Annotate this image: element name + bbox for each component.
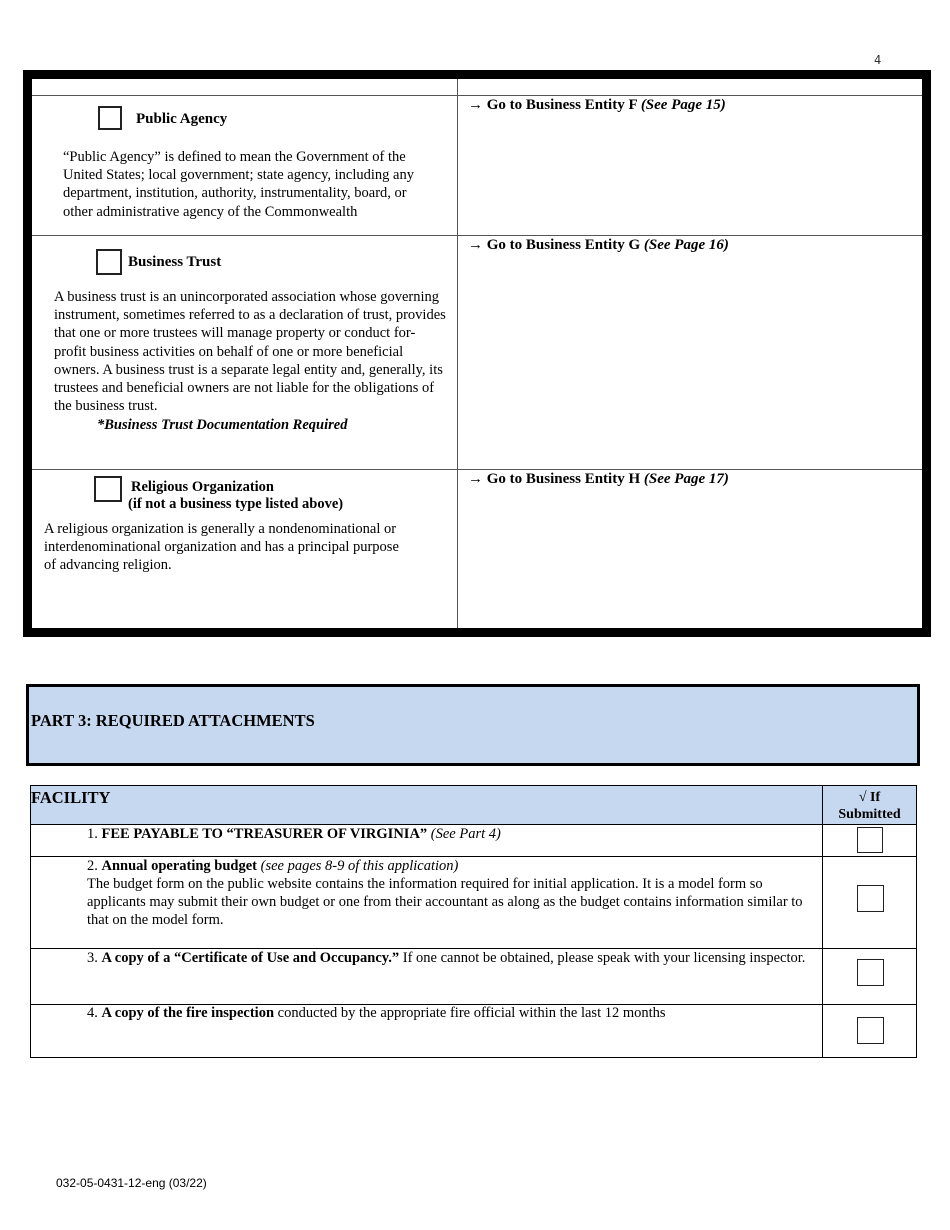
- submitted-header-line2: Submitted: [838, 807, 901, 822]
- goto-entity-g-text: → Go to Business Entity G: [468, 237, 641, 253]
- item-bold-text: A copy of the fire inspection: [101, 1005, 275, 1021]
- item-italic-text: (see pages 8-9 of this application): [260, 858, 459, 874]
- facility-header: FACILITY: [31, 788, 111, 807]
- submitted-header: [823, 789, 916, 823]
- religious-organization-checkbox[interactable]: [94, 476, 122, 502]
- column-divider: [822, 786, 823, 1057]
- part3-title: PART 3: REQUIRED ATTACHMENTS: [31, 711, 315, 730]
- business-trust-checkbox[interactable]: [96, 249, 122, 275]
- item-number: 2.: [87, 858, 98, 874]
- business-trust-description: A business trust is an unincorporated association whose governing instrument, sometimes referred to as a declaration of trust, provides that one or more trustees will manage property or conduct for-profit business activities on behalf of one or more beneficial owners. A business trust is a separate legal entity and, generally, its trustees and beneficial owners are not liable for the obligations of the business trust.: [54, 289, 446, 415]
- goto-entity-f-page: (See Page 15): [640, 97, 726, 113]
- attachment-3-checkbox[interactable]: [857, 959, 884, 986]
- row-divider: [32, 469, 922, 470]
- attachment-item-3: [87, 949, 815, 967]
- attachment-4-checkbox[interactable]: [857, 1017, 884, 1044]
- public-agency-title: Public Agency: [136, 111, 228, 127]
- religious-organization-subtitle: (if not a business type listed above): [128, 496, 344, 512]
- item-body-text: The budget form on the public website contains the information required for initial application. It is a model form so applicants may submit their own budget or one from their accountant as along as the budget contains information similar to that on the model form.: [87, 876, 803, 928]
- column-divider: [457, 79, 458, 628]
- submitted-header-line1: √ If: [858, 790, 881, 805]
- religious-organization-title: Religious Organization: [131, 479, 274, 495]
- public-agency-description: “Public Agency” is defined to mean the Government of the United States; local government; state agency, including any department, institution, authority, instrumentality, board, or other administrative agency of the Commonwealth: [63, 149, 414, 220]
- item-bold-text: A copy of a “Certificate of Use and Occupancy.”: [101, 950, 400, 966]
- item-body-text: conducted by the appropriate fire official within the last 12 months: [277, 1005, 666, 1021]
- attachment-1-checkbox[interactable]: [857, 827, 883, 853]
- item-number: 4.: [87, 1005, 98, 1021]
- goto-entity-h[interactable]: [468, 471, 729, 488]
- item-bold-text: Annual operating budget: [101, 858, 258, 874]
- goto-entity-g-page: (See Page 16): [643, 237, 729, 253]
- business-trust-note: *Business Trust Documentation Required: [97, 417, 348, 433]
- goto-entity-h-page: (See Page 17): [643, 471, 729, 487]
- goto-entity-f[interactable]: [468, 97, 726, 114]
- business-entity-table: [23, 70, 931, 637]
- public-agency-checkbox[interactable]: [98, 106, 122, 130]
- row-divider: [32, 235, 922, 236]
- religious-organization-description: A religious organization is generally a nondenominational or interdenominational organization and has a principal purpose of advancing religion.: [44, 521, 399, 574]
- attachment-item-2: [87, 857, 815, 929]
- row-divider: [32, 95, 922, 96]
- goto-entity-g[interactable]: [468, 237, 729, 254]
- part3-header: [26, 684, 920, 766]
- item-number: 1.: [87, 826, 98, 842]
- business-trust-title: Business Trust: [128, 254, 222, 270]
- page-number: 4: [874, 53, 882, 67]
- facility-attachments-table: [30, 785, 917, 1058]
- goto-entity-h-text: → Go to Business Entity H: [468, 471, 641, 487]
- attachment-2-checkbox[interactable]: [857, 885, 884, 912]
- goto-entity-f-text: → Go to Business Entity F: [468, 97, 638, 113]
- item-italic-text: (See Part 4): [430, 826, 501, 842]
- item-bold-text: FEE PAYABLE TO “TREASURER OF VIRGINIA”: [101, 826, 428, 842]
- item-number: 3.: [87, 950, 98, 966]
- attachment-item-1: [87, 825, 815, 843]
- facility-header-row: [31, 786, 916, 824]
- item-body-text: If one cannot be obtained, please speak with your licensing inspector.: [402, 950, 806, 966]
- attachment-item-4: [87, 1004, 815, 1022]
- form-footer-code: 032-05-0431-12-eng (03/22): [56, 1176, 207, 1190]
